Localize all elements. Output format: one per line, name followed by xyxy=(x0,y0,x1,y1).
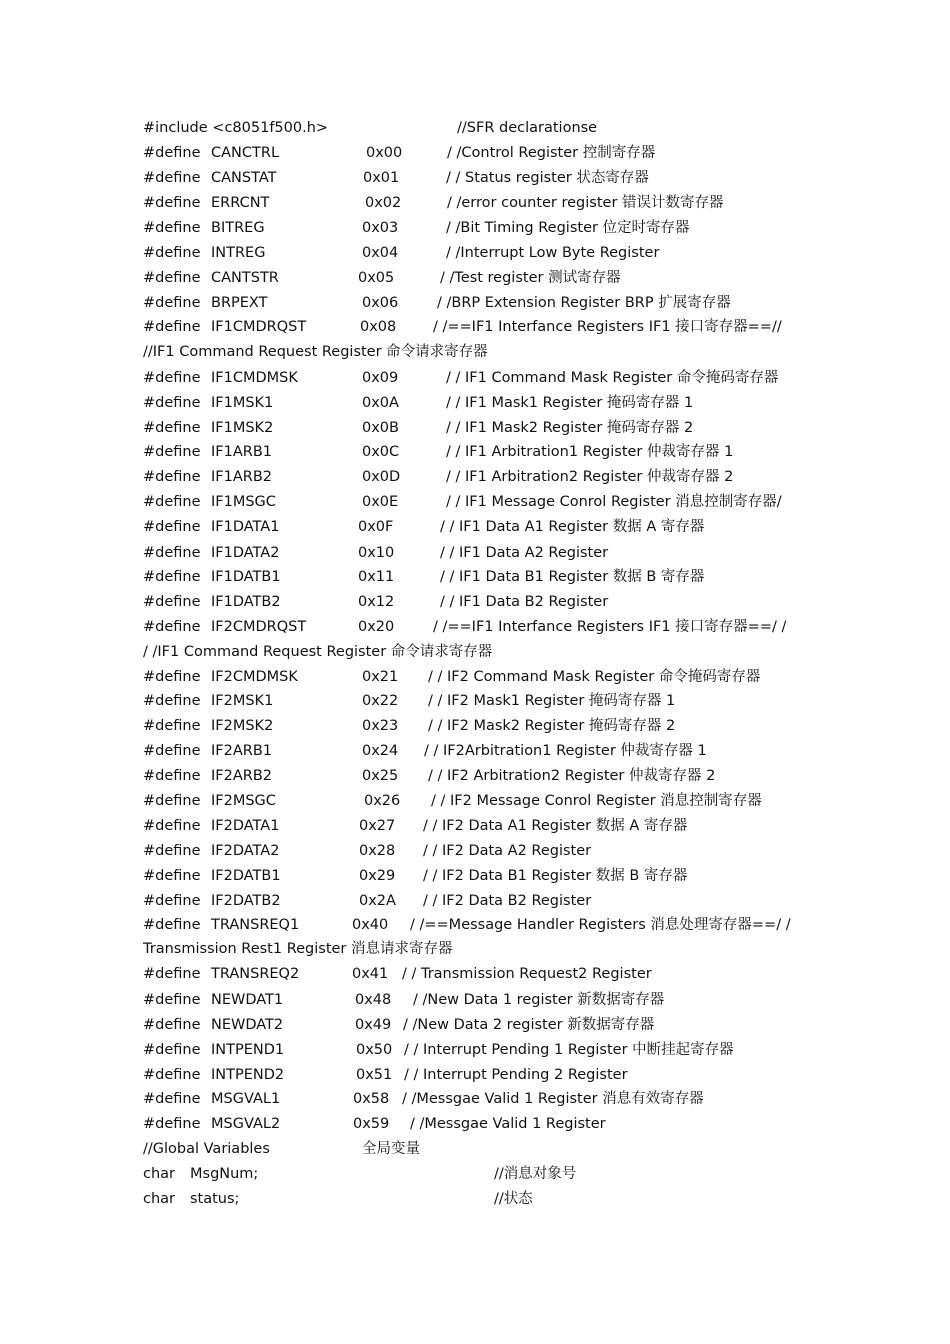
code-line xyxy=(0,1187,950,1211)
directive: char xyxy=(143,1166,176,1182)
comment: / /Messgae Valid 1 Register xyxy=(410,1116,606,1132)
comment: / /Interrupt Low Byte Register xyxy=(446,245,660,261)
address-value: 0x22 xyxy=(362,693,399,709)
comment: //消息对象号 xyxy=(494,1166,577,1182)
code-line xyxy=(0,1063,950,1087)
address-value: 0x41 xyxy=(352,966,389,982)
identifier: MSGVAL2 xyxy=(211,1116,281,1132)
identifier: IF1DATA1 xyxy=(211,519,280,535)
directive: #define xyxy=(143,718,201,734)
comment: / / IF2 Arbitration2 Register 仲裁寄存器 2 xyxy=(428,768,716,784)
directive: #define xyxy=(143,569,201,585)
address-value: 0x0E xyxy=(362,494,399,510)
directive: #define xyxy=(143,420,201,436)
identifier: IF2MSGC xyxy=(211,793,276,809)
code-line xyxy=(0,241,950,265)
directive: #define xyxy=(143,395,201,411)
directive: #define xyxy=(143,1091,201,1107)
code-line xyxy=(0,490,950,514)
address-value: 0x11 xyxy=(358,569,395,585)
code-line xyxy=(0,416,950,440)
comment: / / IF2 Data A1 Register 数据 A 寄存器 xyxy=(423,818,688,834)
directive: #define xyxy=(143,270,201,286)
identifier: INTPEND1 xyxy=(211,1042,285,1058)
code-line xyxy=(0,391,950,415)
identifier: IF2ARB2 xyxy=(211,768,273,784)
identifier: IF2MSK1 xyxy=(211,693,274,709)
directive: #define xyxy=(143,295,201,311)
comment: / /==IF1 Interfance Registers IF1 接口寄存器==// xyxy=(433,319,782,335)
address-value: 0x12 xyxy=(358,594,395,610)
directive: #define xyxy=(143,545,201,561)
comment: //状态 xyxy=(494,1191,533,1207)
code-line xyxy=(0,665,950,689)
identifier: IF1MSK1 xyxy=(211,395,274,411)
identifier: CANTSTR xyxy=(211,270,279,286)
comment: / /Test register 测试寄存器 xyxy=(440,270,621,286)
address-value: 0x01 xyxy=(363,170,400,186)
directive: #define xyxy=(143,494,201,510)
comment: / / IF1 Data A2 Register xyxy=(440,545,609,561)
comment: / / IF1 Data B2 Register xyxy=(440,594,609,610)
directive: #define xyxy=(143,893,201,909)
directive: char xyxy=(143,1191,176,1207)
identifier: IF2ARB1 xyxy=(211,743,273,759)
code-line xyxy=(0,340,950,364)
directive: #define xyxy=(143,370,201,386)
address-value: 0x58 xyxy=(353,1091,390,1107)
comment: / /==IF1 Interfance Registers IF1 接口寄存器==/ / xyxy=(433,619,787,635)
code-line xyxy=(0,1162,950,1186)
comment: / / IF1 Arbitration1 Register 仲裁寄存器 1 xyxy=(446,444,734,460)
address-value: 0x04 xyxy=(362,245,399,261)
comment: / / IF2Arbitration1 Register 仲裁寄存器 1 xyxy=(424,743,707,759)
address-value: 0x0F xyxy=(358,519,394,535)
code-line xyxy=(0,1112,950,1136)
code-line xyxy=(0,814,950,838)
address-value: 0x24 xyxy=(362,743,399,759)
code-line xyxy=(0,789,950,813)
code-line xyxy=(0,291,950,315)
code-line xyxy=(0,1038,950,1062)
identifier: IF1DATB1 xyxy=(211,569,281,585)
directive: #define xyxy=(143,170,201,186)
code-line xyxy=(0,1137,950,1161)
address-value: 0x08 xyxy=(360,319,397,335)
code-line xyxy=(0,590,950,614)
address-value: 0x28 xyxy=(359,843,396,859)
comment: / / IF2 Message Conrol Register 消息控制寄存器 xyxy=(431,793,762,809)
directive: #define xyxy=(143,319,201,335)
address-value: 0x27 xyxy=(359,818,396,834)
identifier: IF1ARB1 xyxy=(211,444,273,460)
address-value: 0x20 xyxy=(358,619,395,635)
comment: / / IF2 Mask1 Register 掩码寄存器 1 xyxy=(428,693,676,709)
identifier: IF1ARB2 xyxy=(211,469,273,485)
identifier: CANCTRL xyxy=(211,145,280,161)
address-value: 0x02 xyxy=(365,195,402,211)
code-text: / /IF1 Command Request Register 命令请求寄存器 xyxy=(143,644,493,660)
address-value: 0x23 xyxy=(362,718,399,734)
address-value: 0x10 xyxy=(358,545,395,561)
code-line xyxy=(0,465,950,489)
identifier: IF2CMDRQST xyxy=(211,619,307,635)
comment: / / IF1 Data B1 Register 数据 B 寄存器 xyxy=(440,569,705,585)
code-line xyxy=(0,1013,950,1037)
directive: #define xyxy=(143,843,201,859)
address-value: 0x06 xyxy=(362,295,399,311)
comment: / / Interrupt Pending 2 Register xyxy=(404,1067,628,1083)
directive: #define xyxy=(143,519,201,535)
identifier: IF2DATA2 xyxy=(211,843,280,859)
identifier: IF1CMDRQST xyxy=(211,319,307,335)
directive: #define xyxy=(143,917,201,933)
comment: / / Transmission Request2 Register xyxy=(402,966,652,982)
address-value: 0x29 xyxy=(359,868,396,884)
comment: / / IF2 Data B2 Register xyxy=(423,893,592,909)
comment: / /==Message Handler Registers 消息处理寄存器==/ / xyxy=(410,917,791,933)
comment: / /Messgae Valid 1 Register 消息有效寄存器 xyxy=(402,1091,704,1107)
comment: / / IF1 Data A1 Register 数据 A 寄存器 xyxy=(440,519,705,535)
identifier: ERRCNT xyxy=(211,195,270,211)
address-value: 0x2A xyxy=(359,893,396,909)
code-line xyxy=(0,962,950,986)
address-value: 0x0D xyxy=(362,469,401,485)
comment: / /New Data 2 register 新数据寄存器 xyxy=(403,1017,655,1033)
code-line xyxy=(0,689,950,713)
directive: #define xyxy=(143,768,201,784)
directive: //Global Variables xyxy=(143,1141,270,1157)
directive: #define xyxy=(143,868,201,884)
identifier: IF1CMDMSK xyxy=(211,370,298,386)
identifier: IF1DATA2 xyxy=(211,545,280,561)
identifier: INTPEND2 xyxy=(211,1067,285,1083)
directive: #include <c8051f500.h> xyxy=(143,120,329,136)
directive: #define xyxy=(143,619,201,635)
directive: #define xyxy=(143,220,201,236)
comment: / /New Data 1 register 新数据寄存器 xyxy=(413,992,665,1008)
comment: / / IF1 Mask2 Register 掩码寄存器 2 xyxy=(446,420,694,436)
code-line xyxy=(0,839,950,863)
address-value: 0x00 xyxy=(366,145,403,161)
identifier: MsgNum; xyxy=(190,1166,259,1182)
code-text: //IF1 Command Request Register 命令请求寄存器 xyxy=(143,344,488,360)
identifier: IF2DATB2 xyxy=(211,893,281,909)
comment: / / IF2 Mask2 Register 掩码寄存器 2 xyxy=(428,718,676,734)
directive: #define xyxy=(143,594,201,610)
code-line xyxy=(0,116,950,140)
address-value: 全局变量 xyxy=(362,1141,420,1157)
comment: / / Status register 状态寄存器 xyxy=(446,170,649,186)
directive: #define xyxy=(143,469,201,485)
identifier: TRANSREQ1 xyxy=(211,917,300,933)
directive: #define xyxy=(143,245,201,261)
comment: / /Bit Timing Register 位定时寄存器 xyxy=(446,220,690,236)
directive: #define xyxy=(143,818,201,834)
comment: //SFR declarationse xyxy=(457,120,598,136)
code-line xyxy=(0,515,950,539)
address-value: 0x40 xyxy=(352,917,389,933)
address-value: 0x59 xyxy=(353,1116,390,1132)
identifier: TRANSREQ2 xyxy=(211,966,300,982)
code-line xyxy=(0,191,950,215)
code-line xyxy=(0,1087,950,1111)
directive: #define xyxy=(143,743,201,759)
directive: #define xyxy=(143,444,201,460)
code-line xyxy=(0,889,950,913)
code-line xyxy=(0,315,950,339)
address-value: 0x0C xyxy=(362,444,400,460)
code-line xyxy=(0,216,950,240)
identifier: IF1DATB2 xyxy=(211,594,281,610)
code-line xyxy=(0,714,950,738)
code-line xyxy=(0,565,950,589)
directive: #define xyxy=(143,693,201,709)
address-value: 0x03 xyxy=(362,220,399,236)
comment: / / IF2 Command Mask Register 命令掩码寄存器 xyxy=(428,669,761,685)
code-line xyxy=(0,541,950,565)
code-line xyxy=(0,615,950,639)
code-line xyxy=(0,764,950,788)
identifier: status; xyxy=(190,1191,240,1207)
address-value: 0x48 xyxy=(355,992,392,1008)
code-line xyxy=(0,937,950,961)
code-line xyxy=(0,913,950,937)
directive: #define xyxy=(143,1042,201,1058)
directive: #define xyxy=(143,793,201,809)
identifier: IF1MSK2 xyxy=(211,420,274,436)
directive: #define xyxy=(143,195,201,211)
identifier: NEWDAT2 xyxy=(211,1017,284,1033)
code-line xyxy=(0,166,950,190)
address-value: 0x09 xyxy=(362,370,399,386)
comment: / /Control Register 控制寄存器 xyxy=(447,145,656,161)
identifier: IF1MSGC xyxy=(211,494,276,510)
directive: #define xyxy=(143,992,201,1008)
code-line xyxy=(0,266,950,290)
identifier: IF2MSK2 xyxy=(211,718,274,734)
directive: #define xyxy=(143,145,201,161)
code-line xyxy=(0,640,950,664)
directive: #define xyxy=(143,966,201,982)
comment: / / Interrupt Pending 1 Register 中断挂起寄存器 xyxy=(404,1042,734,1058)
directive: #define xyxy=(143,669,201,685)
identifier: CANSTAT xyxy=(211,170,277,186)
address-value: 0x0B xyxy=(362,420,399,436)
code-line xyxy=(0,141,950,165)
address-value: 0x0A xyxy=(362,395,399,411)
identifier: INTREG xyxy=(211,245,266,261)
identifier: IF2CMDMSK xyxy=(211,669,298,685)
comment: / / IF2 Data B1 Register 数据 B 寄存器 xyxy=(423,868,688,884)
code-line xyxy=(0,366,950,390)
comment: / / IF1 Mask1 Register 掩码寄存器 1 xyxy=(446,395,694,411)
identifier: NEWDAT1 xyxy=(211,992,284,1008)
code-line xyxy=(0,988,950,1012)
comment: / / IF1 Message Conrol Register 消息控制寄存器/ xyxy=(446,494,782,510)
comment: / / IF1 Arbitration2 Register 仲裁寄存器 2 xyxy=(446,469,734,485)
comment: / / IF2 Data A2 Register xyxy=(423,843,592,859)
address-value: 0x26 xyxy=(364,793,401,809)
address-value: 0x21 xyxy=(362,669,399,685)
address-value: 0x25 xyxy=(362,768,399,784)
code-line xyxy=(0,440,950,464)
directive: #define xyxy=(143,1116,201,1132)
code-line xyxy=(0,739,950,763)
comment: / / IF1 Command Mask Register 命令掩码寄存器 xyxy=(446,370,779,386)
identifier: IF2DATB1 xyxy=(211,868,281,884)
address-value: 0x51 xyxy=(356,1067,393,1083)
address-value: 0x05 xyxy=(358,270,395,286)
identifier: MSGVAL1 xyxy=(211,1091,281,1107)
address-value: 0x49 xyxy=(355,1017,392,1033)
code-text: Transmission Rest1 Register 消息请求寄存器 xyxy=(143,941,453,957)
code-line xyxy=(0,864,950,888)
comment: / /error counter register 错误计数寄存器 xyxy=(447,195,724,211)
address-value: 0x50 xyxy=(356,1042,393,1058)
identifier: IF2DATA1 xyxy=(211,818,280,834)
identifier: BITREG xyxy=(211,220,265,236)
identifier: BRPEXT xyxy=(211,295,268,311)
directive: #define xyxy=(143,1017,201,1033)
directive: #define xyxy=(143,1067,201,1083)
comment: / /BRP Extension Register BRP 扩展寄存器 xyxy=(437,295,731,311)
